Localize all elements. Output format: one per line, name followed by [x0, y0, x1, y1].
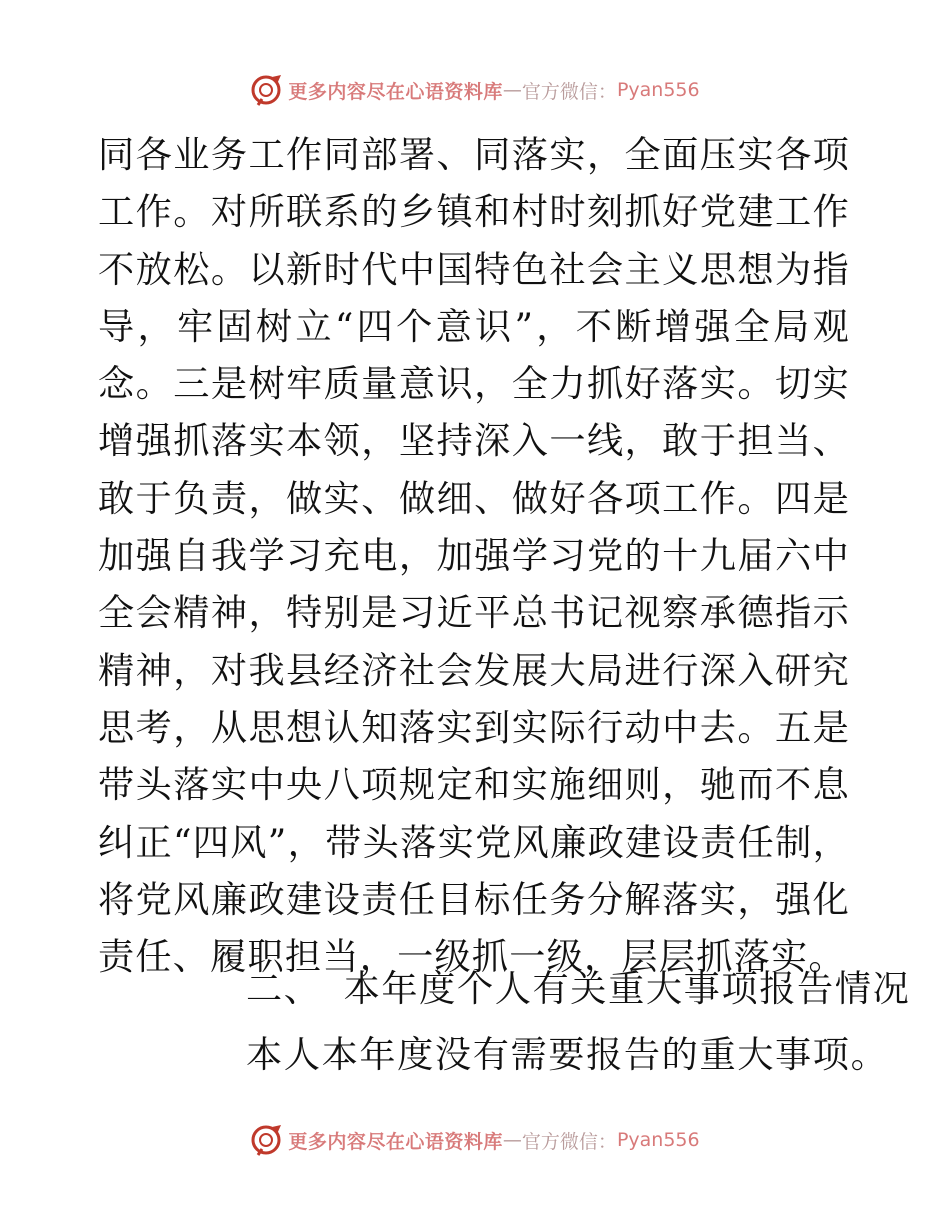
section-paragraph: 本人本年度没有需要报告的重大事项。	[246, 1033, 889, 1076]
header-watermark	[0, 70, 950, 110]
watermark-separator: —	[502, 79, 522, 101]
watermark-main-text: 更多内容尽在心语资料库	[288, 1130, 503, 1153]
watermark-main-text: 更多内容尽在心语资料库	[288, 80, 503, 103]
body-paragraph: 同各业务工作同部署、同落实，全面压实各项工作。对所联系的乡镇和村时刻抓好党建工作不放松。以新时代中国特色社会主义思想为指导，牢固树立“四个意识”，不断增强全局观念。三是树牢质量意识，全力抓好落实。切实增强抓落实本领，坚持深入一线，敢于担当、敢于负责，做实、做细、做好各项工作。四是加强自我学习充电，加强学习党的十九届六中全会精神，特别是习近平总书记视察承德指示精神，对我县经济社会发展大局进行深入研究思考，从思想认知落实到实际行动中去。五是带头落实中央八项规定和实施细则，驰而不息纠正“四风”，带头落实党风廉政建设责任制，将党风廉政建设责任目标任务分解落实，强化责任、履职担当，一级抓一级，层层抓落实。	[98, 133, 850, 979]
section-title: 本年度个人有关重大事项报告情况	[343, 967, 911, 1010]
watermark-sub-text: 官方微信：	[521, 1130, 617, 1153]
section-heading	[246, 960, 911, 1017]
pen-logo-icon	[250, 1123, 284, 1157]
footer-watermark	[0, 1120, 950, 1160]
watermark-wechat-id: Pyan556	[616, 79, 700, 101]
section-number: 二、	[246, 967, 322, 1010]
watermark-sub-text: 官方微信：	[521, 80, 617, 103]
watermark-separator: —	[502, 1129, 522, 1151]
pen-logo-icon	[250, 73, 284, 107]
watermark-wechat-id: Pyan556	[616, 1129, 700, 1151]
